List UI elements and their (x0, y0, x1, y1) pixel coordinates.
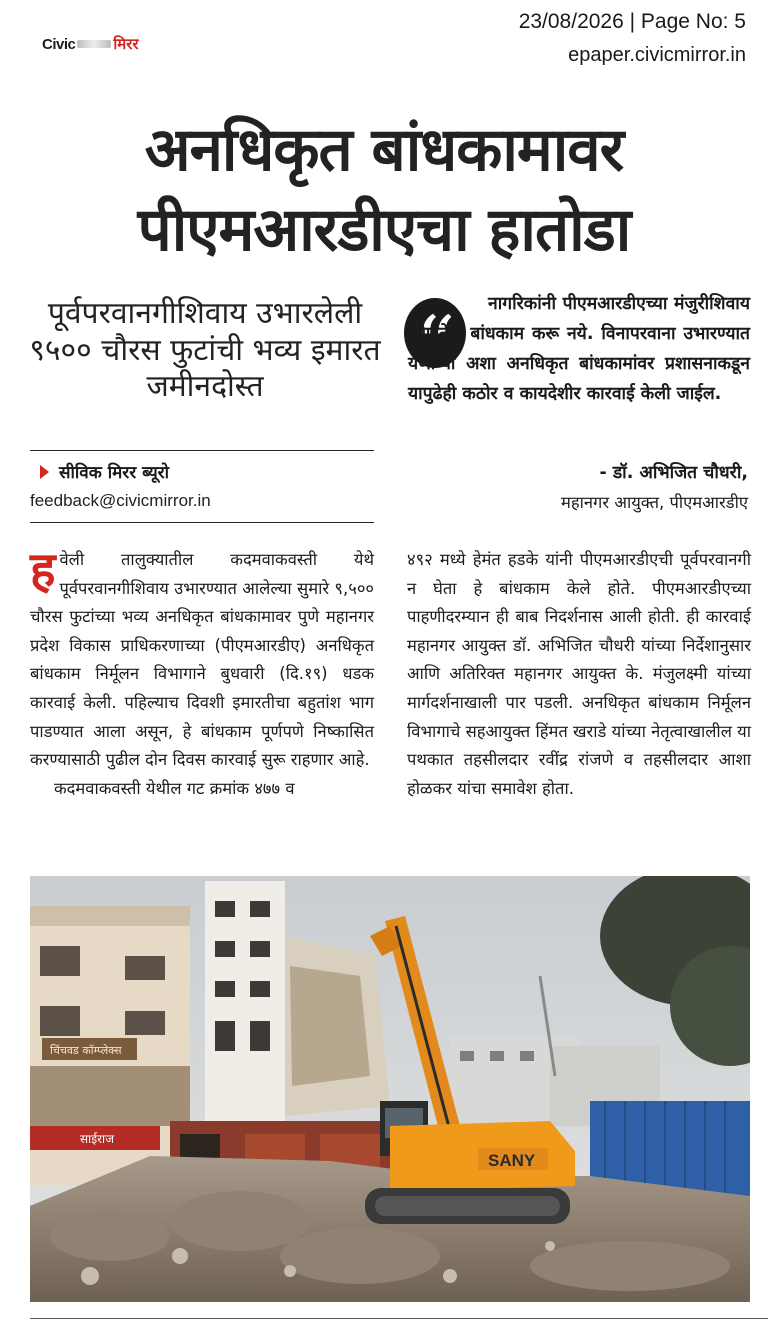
headline-line-2: पीएमआरडीएचा हातोडा (137, 195, 631, 265)
divider-bottom (30, 522, 374, 523)
article-column-left (30, 542, 374, 803)
triangle-bullet-icon (40, 465, 49, 479)
article-paragraph-2: कदमवाकवस्ती येथील गट क्रमांक ४७७ व (54, 778, 295, 798)
paragraph-1-text: वेली तालुक्यातील कदमवाकवस्ती येथे पूर्वपरवानगीशिवाय उभारण्यात आलेल्या सुमारे ९,५०० चौरस फुटांच्या भव्य अनधिकृत बांधकामावर पुणे महानगर प्रदेश विकास प्राधिकरणाच्या (पीएमआरडीए) अनधिकृत बांधकाम निर्मूलन विभागाने बुधवारी (दि.१९) धडक कारवाई केली. पहिल्याच दिवशी इमारतीचा बहुतांश भाग पाडण्यात आला असून, हे बांधकाम पूर्णपणे निष्कासित करण्यासाठी पुढील दोन दिवस कारवाई सुरू राहणार आहे. (30, 550, 374, 770)
article-paragraph-1 (30, 542, 374, 775)
date-page-number: 23/08/2026 | Page No: 5 (518, 10, 746, 33)
page-bottom-rule (30, 1318, 768, 1319)
byline-email[interactable]: feedback@civicmirror.in (30, 491, 211, 510)
drop-cap: ह (30, 542, 56, 598)
civic-mirror-logo (42, 34, 139, 54)
headline-line-1: अनधिकृत बांधकामावर (144, 115, 624, 185)
shop-banner-text: साईराज (80, 1132, 115, 1146)
shop-sign-text: चिंचवड कॉम्प्लेक्स (50, 1044, 122, 1057)
logo-divider (77, 40, 111, 48)
article-column-right: ४९२ मध्ये हेमंत हडके यांनी पीएमआरडीएची पूर्वपरवानगी न घेता हे बांधकाम केले होते. पीएमआरडीएच्या पाहणीदरम्यान ही बाब निदर्शनास आली होती. ही कारवाई महानगर आयुक्त डॉ. अभिजित चौधरी यांच्या निर्देशानुसार आणि अतिरिक्त महानगर आयुक्त के. मंजुलक्ष्मी यांच्या मार्गदर्शनाखाली पार पडली. अनधिकृत बांधकाम निर्मूलन विभागाचे सहआयुक्त हिंमत खराडे यांच्या नेतृत्वाखालील या पथकात तहसीलदार रवींद्र रांजणे व तहसीलदार आशा होळकर यांचा समावेश होता. (407, 550, 751, 798)
pull-quote-author: - डॉ. अभिजित चौधरी, (599, 463, 748, 483)
pull-quote-text: नागरिकांनी पीएमआरडीएच्या मंजुरीशिवाय कोणतेही बांधकाम करू नये. विनापरवाना उभारण्यात येणाऱ्या अशा अनधिकृत बांधकामांवर प्रशासनाकडून यापुढेही कठोर व कायदेशीर कारवाई केली जाईल. (408, 294, 750, 404)
logo-mirror-text: मिरर (113, 35, 139, 53)
excavator-brand-text: SANY (488, 1151, 536, 1170)
subheadline: पूर्वपरवानगीशिवाय उभारलेली ९५०० चौरस फुटांची भव्य इमारत जमीनदोस्त (29, 296, 381, 405)
byline-author: सीविक मिरर ब्यूरो (59, 463, 170, 483)
epaper-site-url[interactable]: epaper.civicmirror.in (568, 44, 746, 66)
quote-mark-icon: “ (404, 298, 466, 368)
divider-top (30, 450, 374, 451)
byline (40, 460, 169, 483)
logo-civic-text: Civic (42, 35, 76, 53)
demolition-photo (30, 876, 750, 1302)
pull-quote-role: महानगर आयुक्त, पीएमआरडीए (561, 493, 748, 512)
